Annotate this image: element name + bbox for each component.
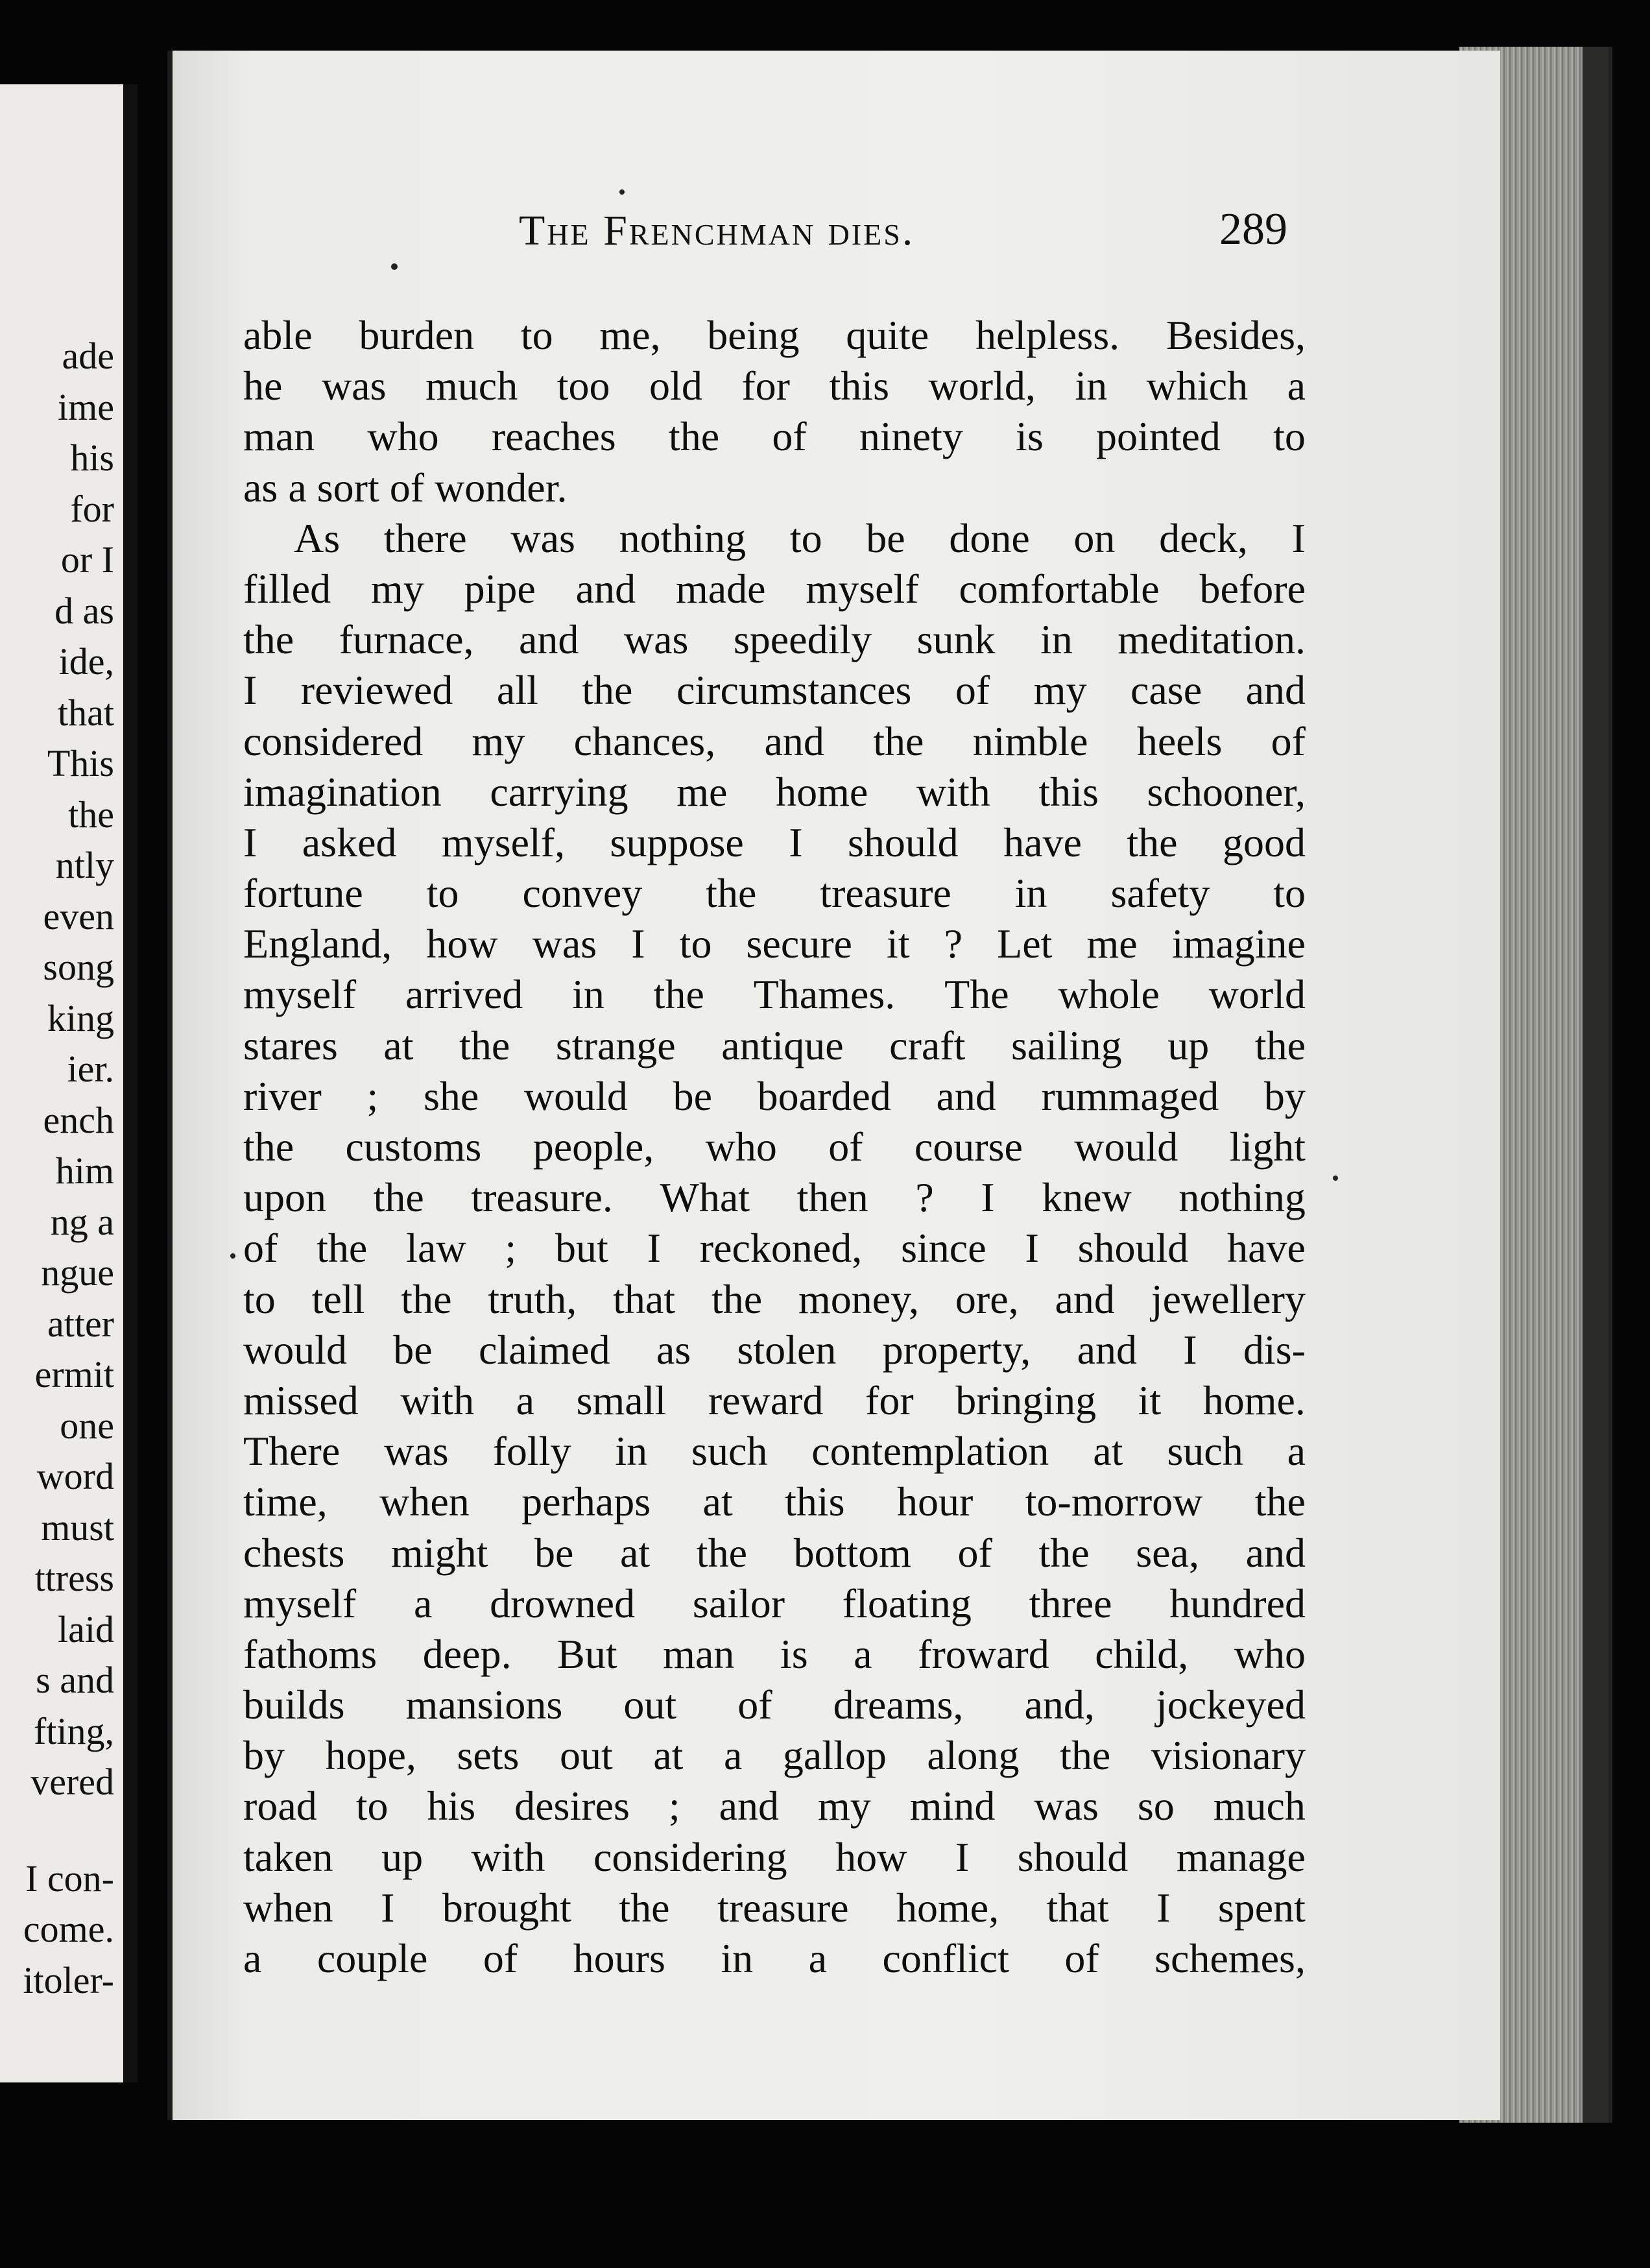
text-line: road to his desires ; and my mind was so much (243, 1783, 1306, 1829)
text-line: England, how was I to secure it ? Let me imagine (243, 921, 1306, 967)
page-number: 289 (1219, 204, 1287, 254)
text-line: to tell the truth, that the money, ore, and jewellery (243, 1275, 1306, 1322)
text-line: able burden to me, being quite helpless. Besides, (243, 312, 1306, 358)
text-line: when I brought the treasure home, that I spent (243, 1884, 1306, 1931)
speck (619, 189, 625, 195)
text-line: builds mansions out of dreams, and, jockeyed (243, 1682, 1306, 1728)
text-line: river ; she would be boarded and rummaged by (243, 1072, 1306, 1119)
text-line: considered my chances, and the nimble heels of (243, 718, 1306, 764)
left-page-gap (0, 1808, 123, 1853)
left-page-line: ntly (55, 844, 114, 886)
text-line: stares at the strange antique craft sailing up the (243, 1022, 1306, 1068)
text-line: missed with a small reward for bringing it home. (243, 1377, 1306, 1423)
text-line: time, when perhaps at this hour to-morrow the (243, 1478, 1306, 1525)
left-page-line: s and (36, 1659, 114, 1701)
left-page-line: fting, (33, 1709, 114, 1752)
left-page-line: song (43, 946, 114, 988)
text-line: I reviewed all the circumstances of my case and (243, 667, 1306, 714)
left-facing-page (0, 84, 138, 2082)
left-page-line: for (70, 487, 114, 530)
left-page-line: his (70, 437, 114, 479)
left-page-line: ench (43, 1098, 114, 1141)
text-line: the customs people, who of course would light (243, 1124, 1306, 1170)
left-page-line: ttress (34, 1557, 114, 1599)
left-page-line: ng a (50, 1200, 114, 1243)
text-line: imagination carrying me home with this schooner, (243, 768, 1306, 815)
text-line: There was folly in such contemplation at such a (243, 1428, 1306, 1475)
left-page-line: ier. (67, 1048, 114, 1090)
left-page-line: laid (58, 1608, 114, 1650)
left-page-line: This (47, 742, 114, 784)
text-line: the furnace, and was speedily sunk in meditation. (243, 616, 1306, 663)
left-page-line: vered (30, 1761, 114, 1803)
text-line: of the law ; but I reckoned, since I should have (243, 1225, 1306, 1272)
text-line: taken up with considering how I should manage (243, 1833, 1306, 1880)
left-page-line: I con- (25, 1857, 114, 1900)
left-page-line: him (55, 1150, 114, 1192)
left-page-line: the (68, 793, 114, 836)
speck (1333, 1176, 1338, 1181)
left-page-line: itoler- (23, 1959, 114, 2001)
text-line: filled my pipe and made myself comfortable before (243, 565, 1306, 612)
left-page-line: even (43, 895, 114, 937)
text-line: myself a drowned sailor floating three hundred (243, 1580, 1306, 1626)
text-line: fathoms deep. But man is a froward child, who (243, 1630, 1306, 1677)
speck (230, 1253, 235, 1259)
left-page-line: ide, (58, 640, 114, 682)
text-line: myself arrived in the Thames. The whole world (243, 971, 1306, 1018)
body-text (243, 310, 1306, 1984)
left-page-line: one (60, 1404, 114, 1447)
left-page-line: d as (54, 589, 114, 632)
left-page-line: atter (47, 1302, 114, 1345)
text-line: As there was nothing to be done on deck, I (294, 514, 1306, 561)
text-line: upon the treasure. What then ? I knew nothing (243, 1174, 1306, 1221)
left-page-line: come. (23, 1908, 114, 1950)
text-line: would be claimed as stolen property, and I dis- (243, 1326, 1306, 1373)
left-page-line: must (41, 1506, 114, 1549)
left-page-line: ermit (34, 1353, 114, 1395)
text-line: a couple of hours in a conflict of schemes, (243, 1935, 1306, 1981)
left-page-line: ime (58, 385, 114, 428)
text-line: fortune to convey the treasure in safety to (243, 870, 1306, 917)
text-line: he was much too old for this world, in which a (243, 363, 1306, 409)
running-head: The Frenchman dies. (519, 207, 915, 254)
left-page-line: word (36, 1455, 114, 1497)
text-line: by hope, sets out at a gallop along the visionary (243, 1732, 1306, 1779)
text-line: as a sort of wonder. (243, 464, 568, 511)
text-line: man who reaches the of ninety is pointed to (243, 413, 1306, 460)
left-page-line: king (47, 996, 114, 1039)
speck (391, 263, 398, 270)
left-page-line: that (58, 691, 114, 734)
left-page-text (0, 331, 123, 2006)
text-line: chests might be at the bottom of the sea, and (243, 1529, 1306, 1576)
left-page-line: ade (62, 335, 114, 377)
left-page-line: or I (60, 538, 114, 581)
text-line: I asked myself, suppose I should have the good (243, 819, 1306, 865)
left-page-line: ngue (41, 1251, 114, 1294)
